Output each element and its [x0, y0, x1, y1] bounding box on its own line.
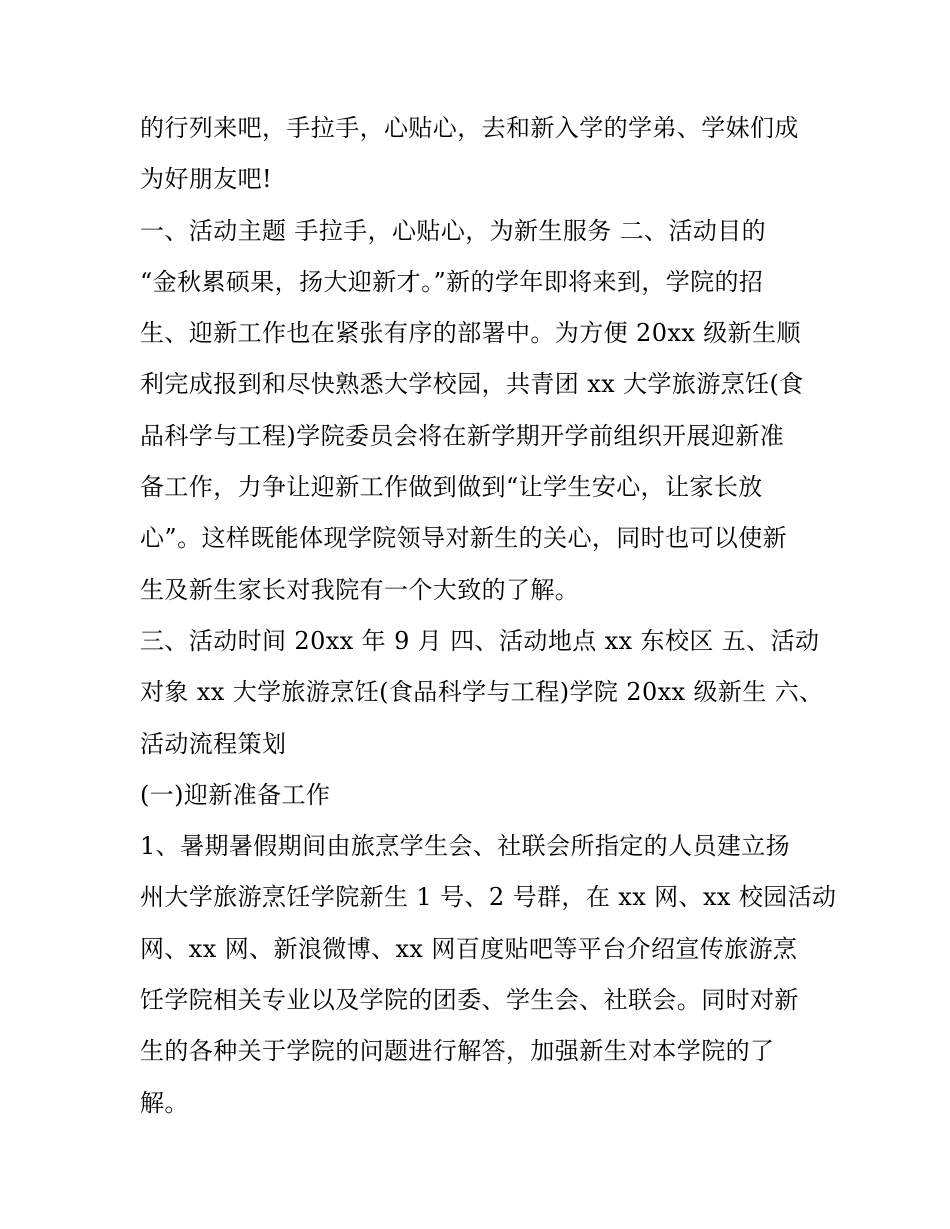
- text-line: 生的各种关于学院的问题进行解答，加强新生对本学院的了: [140, 1037, 775, 1066]
- text-line: 品科学与工程)学院委员会将在新学期开学前组织开展迎新准: [140, 421, 785, 450]
- section-heading: (一)迎新准备工作: [140, 780, 331, 809]
- text-line: 生及新生家长对我院有一个大致的了解。: [140, 575, 580, 604]
- text-line: 心”。这样既能体现学院领导对新生的关心，同时也可以使新: [140, 524, 788, 553]
- text-line: 1、暑期暑假期间由旅烹学生会、社联会所指定的人员建立扬: [140, 832, 791, 861]
- text-line: 活动流程策划: [140, 729, 287, 758]
- document-body: [140, 103, 837, 1129]
- text-line: 解。: [140, 1088, 189, 1117]
- text-line: 对象 xx 大学旅游烹饪(食品科学与工程)学院 20xx 级新生 六、: [140, 678, 824, 707]
- text-line: 备工作，力争让迎新工作做到做到“让学生安心，让家长放: [140, 473, 763, 502]
- text-line: 利完成报到和尽快熟悉大学校园，共青团 xx 大学旅游烹饪(食: [140, 370, 804, 399]
- text-line: 网、xx 网、新浪微博、xx 网百度贴吧等平台介绍宣传旅游烹: [140, 934, 798, 963]
- text-line: 的行列来吧，手拉手，心贴心，去和新入学的学弟、学妹们成: [140, 114, 799, 142]
- text-line: 一、活动主题 手拉手，心贴心，为新生服务 二、活动目的: [140, 216, 767, 245]
- text-line: “金秋累硕果，扬大迎新才。”新的学年即将来到，学院的招: [140, 267, 764, 296]
- text-line: 三、活动时间 20xx 年 9 月 四、活动地点 xx 东校区 五、活动: [140, 626, 820, 655]
- text-line: 生、迎新工作也在紧张有序的部署中。为方便 20xx 级新生顺: [140, 319, 801, 348]
- text-line: 饪学院相关专业以及学院的团委、学生会、社联会。同时对新: [140, 986, 799, 1015]
- text-line: 为好朋友吧!: [140, 165, 273, 194]
- text-line: 州大学旅游烹饪学院新生 1 号、2 号群，在 xx 网、xx 校园活动: [140, 883, 837, 912]
